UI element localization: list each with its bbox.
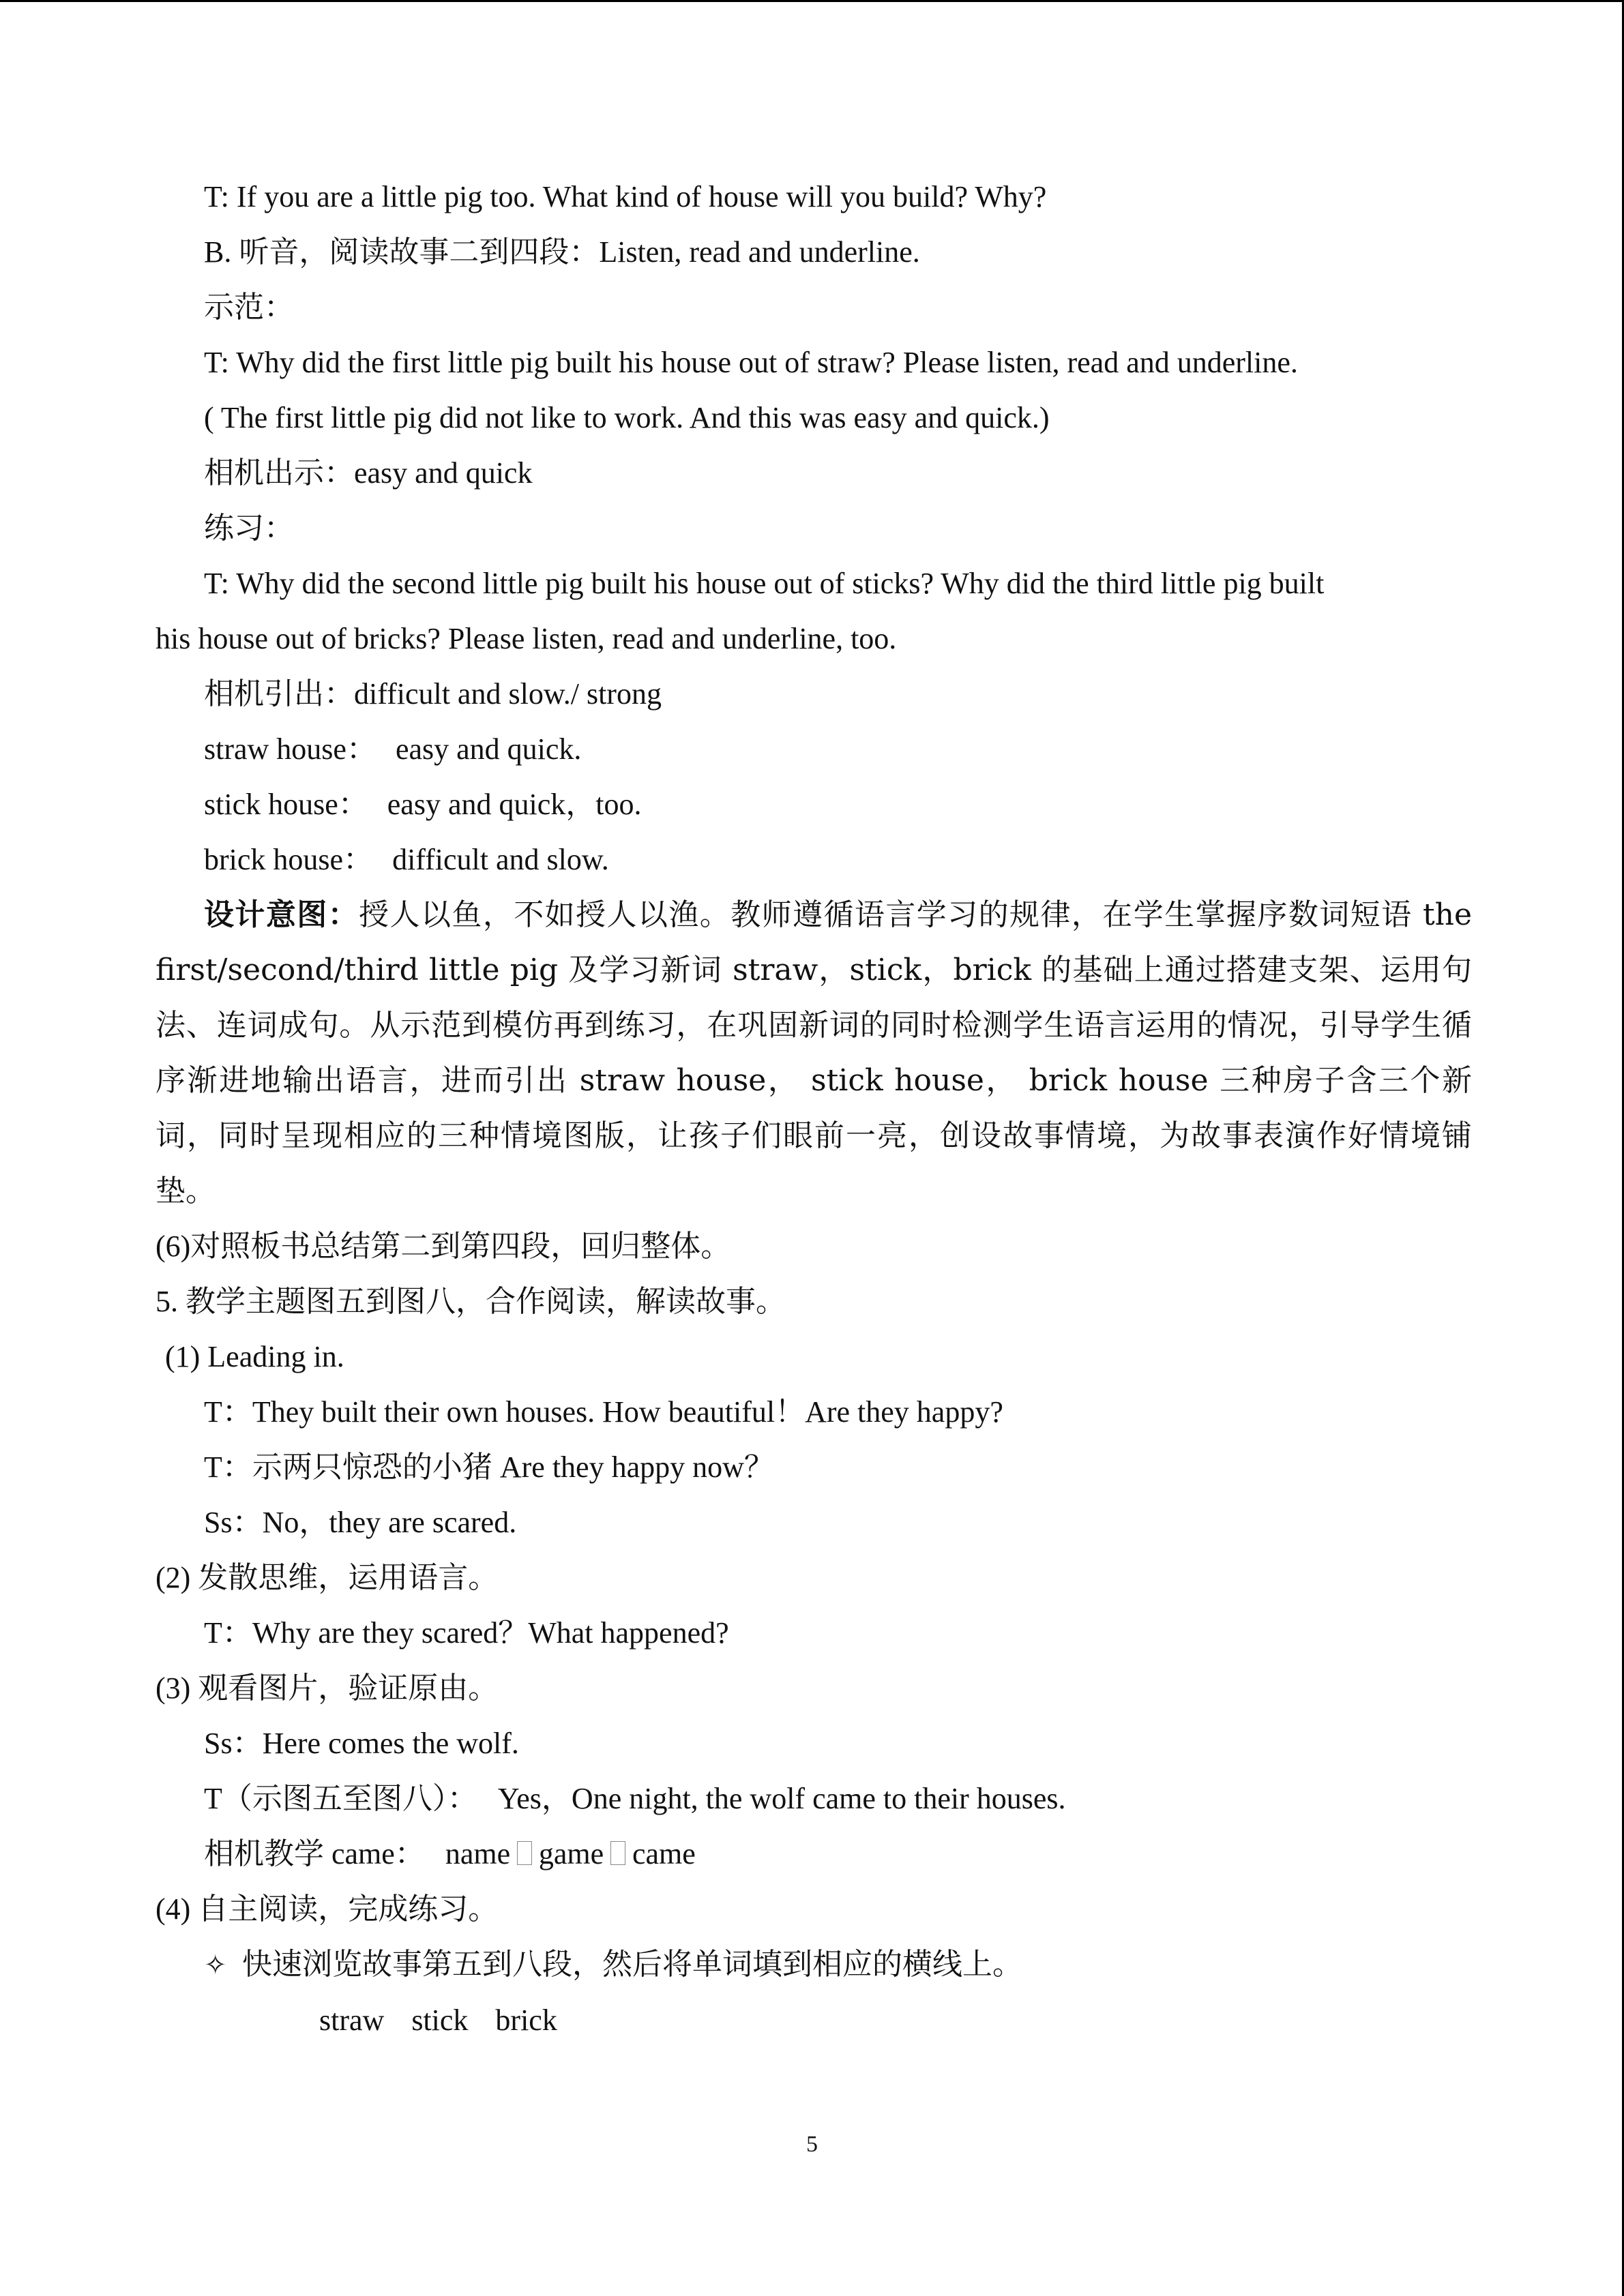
text-line: T: Why did the first little pig built his house out of straw? Please listen, read and underline.: [204, 346, 1298, 379]
house-line-brick: [156, 832, 1472, 887]
text-span: 快速浏览故事第五到八段，然后将单词填到相应的横线上。: [242, 1948, 1022, 1981]
section-heading: 5. 教学主题图五到图八，合作阅读，解读故事。: [156, 1285, 786, 1318]
text-span: name: [445, 1837, 511, 1870]
text-line: (4) 自主阅读，完成练习。: [156, 1892, 499, 1926]
word-bank-item: stick: [411, 2003, 469, 2037]
text-line: 示范：: [204, 290, 294, 324]
text-line: T: Why did the second little pig built his house out of sticks? Why did the third little pig built: [204, 567, 1325, 600]
house-desc: easy and quick.: [395, 732, 582, 766]
house-term: brick house：: [204, 843, 374, 876]
word-bank-item: straw: [319, 2003, 385, 2037]
text-line: T：示两只惊恐的小猪 Are they happy now？: [204, 1450, 774, 1484]
house-line-stick: [156, 777, 1472, 832]
text-line: (2) 发散思维，运用语言。: [156, 1561, 499, 1594]
house-term: straw house：: [204, 732, 377, 766]
house-desc: easy and quick，too.: [387, 788, 642, 821]
design-intent-label: 设计意图：: [204, 898, 359, 931]
house-term: stick house：: [204, 788, 368, 821]
text-line: B. 听音，阅读故事二到四段：Listen, read and underline.: [204, 235, 920, 269]
text-line: (6)对照板书总结第二到第四段，回归整体。: [156, 1229, 731, 1263]
text-line: [156, 1826, 1472, 1881]
text-line: (3) 观看图片，验证原由。: [156, 1671, 499, 1705]
text-line: [156, 1771, 1472, 1826]
design-intent-text: 授人以鱼，不如授人以渔。教师遵循语言学习的规律，在学生掌握序数词短语 the first/second/third little pig 及学习新词 straw，stick，brick 的基础上通过搭建支架、运用句法、连词成句。从示范到模仿再到练习，在巩固新词的同时检测学生语言运用的情况，引导学生循序渐进地输出语言，进而引出 straw house， stick house， brick house 三种房子含三个新词，同时呈现相应的三种情境图版，让孩子们眼前一亮，创设故事情境，为故事表演作好情境铺垫。: [156, 897, 1473, 1208]
word-bank: [156, 1993, 1472, 2048]
text-span: Yes，One night, the wolf came to their houses.: [497, 1782, 1066, 1815]
bullet-line: [156, 1937, 1472, 1993]
word-bank-item: brick: [495, 2003, 557, 2037]
text-line: T: If you are a little pig too. What kind of house will you build? Why?: [204, 180, 1047, 213]
document-body: [156, 169, 1472, 2048]
missing-glyph-box: [517, 1841, 532, 1865]
text-line: Ss：Here comes the wolf.: [204, 1727, 519, 1760]
text-line: T：Why are they scared？What happened?: [204, 1616, 729, 1650]
text-line: his house out of bricks? Please listen, read and underline, too.: [156, 622, 897, 655]
text-line: (1) Leading in.: [165, 1340, 344, 1373]
house-desc: difficult and slow.: [392, 843, 609, 876]
diamond-bullet-icon: ✧: [204, 1950, 227, 1980]
text-line: 相机出示：easy and quick: [204, 456, 533, 490]
text-span: game: [538, 1837, 604, 1870]
text-line: 相机引出：difficult and slow./ strong: [204, 677, 662, 711]
house-line-straw: [156, 721, 1472, 777]
text-span: came: [632, 1837, 696, 1870]
text-line: Ss：No，they are scared.: [204, 1506, 517, 1539]
missing-glyph-box: [610, 1841, 625, 1865]
text-line: T：They built their own houses. How beautiful！Are they happy?: [204, 1395, 1003, 1429]
page-number: 5: [806, 2132, 818, 2157]
design-intent-paragraph: [156, 887, 1472, 1219]
text-line: ( The first little pig did not like to work. And this was easy and quick.): [204, 401, 1050, 434]
text-span: T（示图五至图八）：: [204, 1782, 477, 1815]
text-span: 相机教学 came：: [204, 1837, 425, 1870]
text-line: 练习：: [204, 511, 294, 545]
